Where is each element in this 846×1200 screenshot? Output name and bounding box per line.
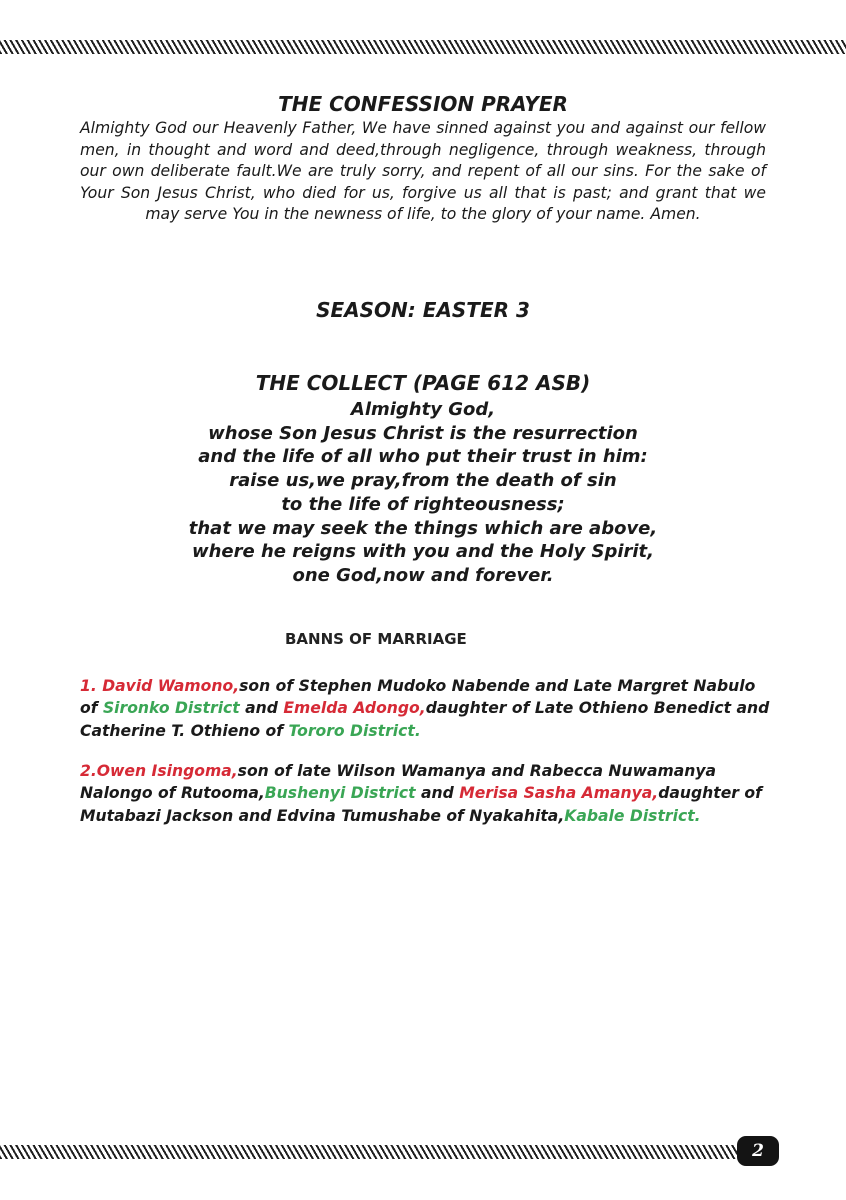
collect-section bbox=[80, 368, 766, 588]
collect-line: one God,now and forever. bbox=[292, 564, 554, 586]
banns-entry bbox=[80, 675, 770, 742]
groom-parents: son of Stephen Mudoko Nabende and Late Margret Nabulo of bbox=[80, 677, 756, 718]
collect-line: and the life of all who put their trust in him: bbox=[198, 446, 648, 468]
top-hatched-rule bbox=[0, 40, 846, 54]
confession-title: THE CONFESSION PRAYER bbox=[278, 92, 568, 116]
page-number-badge bbox=[737, 1136, 779, 1166]
groom-name: 1. David Wamono, bbox=[80, 677, 240, 695]
groom-district: Sironko District bbox=[102, 699, 240, 718]
collect-line: whose Son Jesus Christ is the resurrection bbox=[208, 422, 638, 444]
bottom-hatched-rule bbox=[0, 1145, 740, 1159]
collect-line: raise us,we pray,from the death of sin bbox=[229, 470, 617, 492]
season-section bbox=[80, 298, 766, 322]
bride-district: Kabale District. bbox=[564, 806, 701, 825]
collect-line: Almighty God, bbox=[350, 399, 496, 420]
collect-title: THE COLLECT (PAGE 612 ASB) bbox=[255, 371, 591, 395]
bride-name: Merisa Sasha Amanya, bbox=[459, 784, 659, 803]
banns-title: BANNS OF MARRIAGE bbox=[285, 630, 467, 648]
groom-district: Bushenyi District bbox=[264, 784, 416, 803]
collect-line: that we may seek the things which are above, bbox=[188, 517, 658, 539]
banns-entry bbox=[80, 760, 770, 827]
bride-name: Emelda Adongo, bbox=[283, 699, 426, 718]
groom-name: 2.Owen Isingoma, bbox=[80, 762, 238, 780]
collect-prayer bbox=[80, 398, 766, 588]
connector-text: and bbox=[415, 784, 460, 803]
connector-text: and bbox=[239, 699, 284, 718]
page-number: 2 bbox=[752, 1141, 764, 1161]
bride-parents: daughter of Late Othieno Benedict and Catherine T. Othieno of bbox=[80, 699, 770, 740]
bride-parents: daughter of Mutabazi Jackson and Edvina Tumushabe of Nyakahita, bbox=[80, 784, 762, 825]
collect-line: where he reigns with you and the Holy Spirit, bbox=[191, 541, 654, 563]
groom-parents: son of late Wilson Wamanya and Rabecca Nuwamanya Nalongo of Rutooma, bbox=[80, 762, 717, 803]
confession-body: Almighty God our Heavenly Father, We have sinned against you and against our fellow men, in thought and word and deed,through negligence, through weakness, through our own deliberate fault.We are truly sorry, and repent of all our sins. For the sake of Your Son Jesus Christ, who died for us, forgive us all that is past; and grant that we may serve You in the newness of life, to the glory of your name. Amen. bbox=[80, 119, 766, 223]
confession-section bbox=[80, 90, 766, 226]
collect-line: to the life of righteousness; bbox=[281, 493, 565, 515]
bride-district: Tororo District. bbox=[288, 721, 421, 740]
season-title: SEASON: EASTER 3 bbox=[316, 298, 530, 322]
